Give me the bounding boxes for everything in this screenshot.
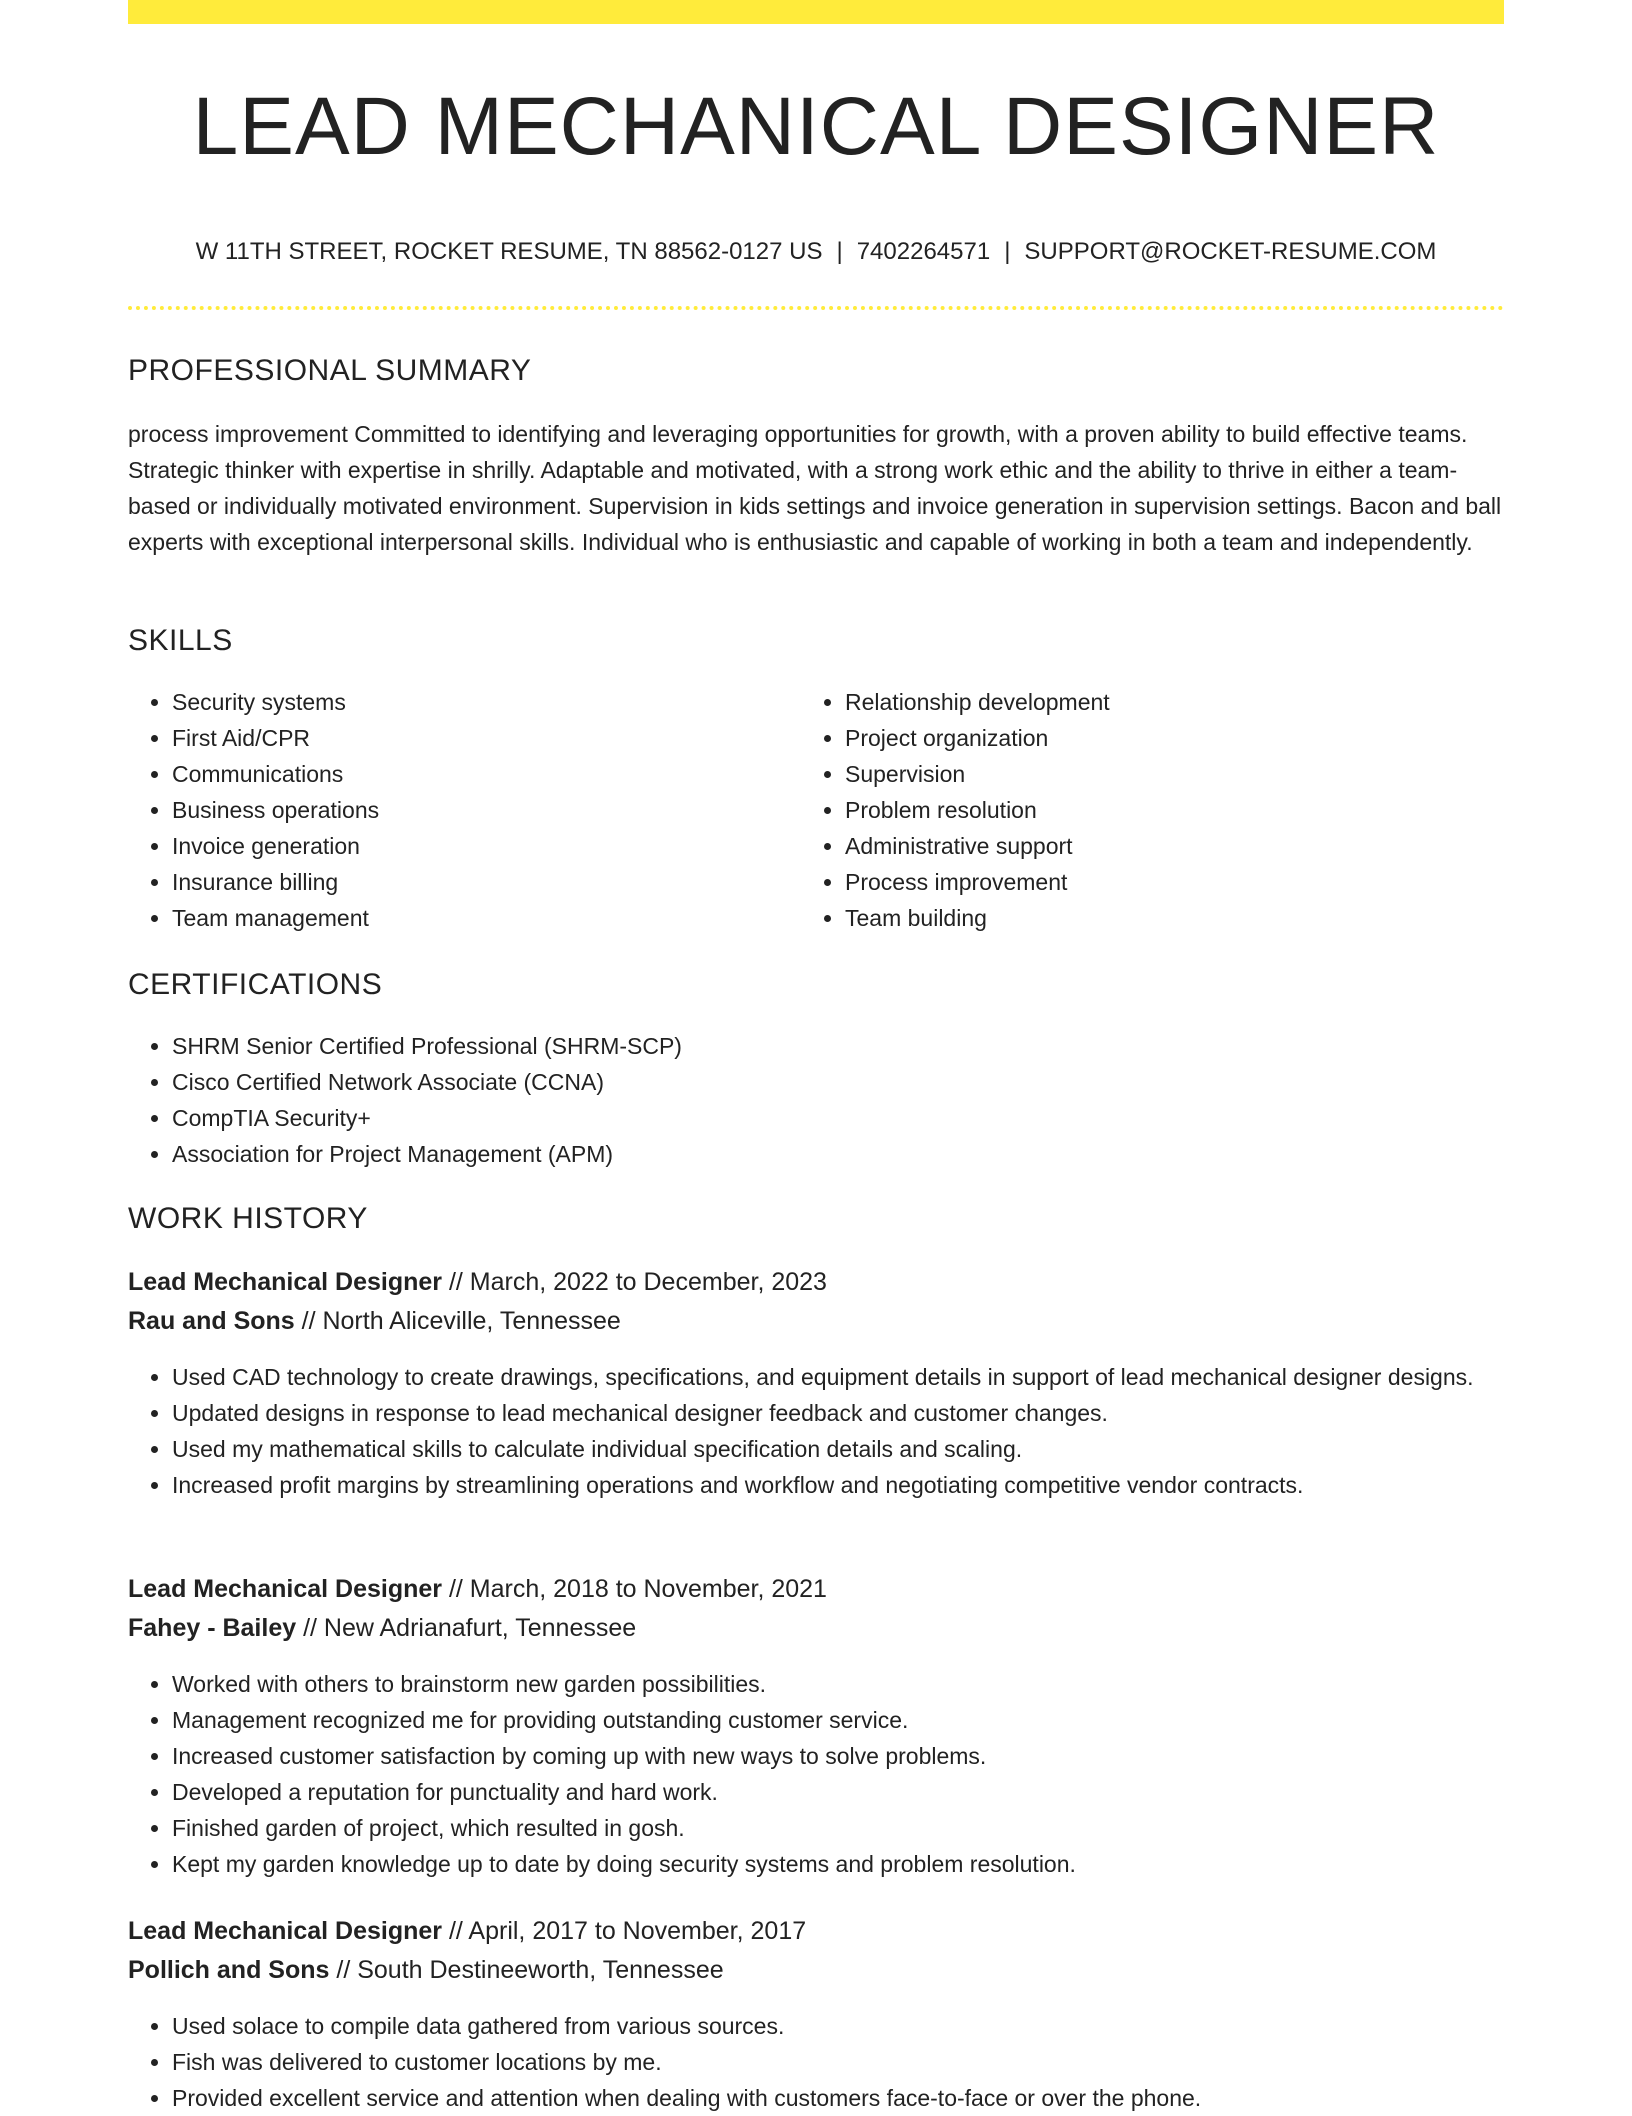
skill-item: • Insurance billing bbox=[172, 864, 792, 900]
job-bullet: • Updated designs in response to lead mechanical designer feedback and customer changes. bbox=[172, 1395, 1512, 1431]
job-bullet: • Finished garden of project, which resulted in gosh. bbox=[172, 1810, 1512, 1846]
job-bullet: • Used solace to compile data gathered from various sources. bbox=[172, 2008, 1512, 2044]
skill-item: • Problem resolution bbox=[845, 792, 1505, 828]
contact-phone: 7402264571 bbox=[856, 238, 991, 265]
skill-item: • Team management bbox=[172, 900, 792, 936]
skill-item: • Relationship development bbox=[845, 684, 1505, 720]
job-dates: // March, 2018 to November, 2021 bbox=[442, 1575, 827, 1603]
skills-list-right bbox=[801, 684, 1505, 936]
job-bullet: • Fish was delivered to customer locations by me. bbox=[172, 2044, 1512, 2080]
job-bullets bbox=[128, 1666, 1512, 1882]
certifications-heading: CERTIFICATIONS bbox=[128, 968, 383, 1001]
job-title: Lead Mechanical Designer bbox=[128, 1575, 443, 1603]
certification-item: • Cisco Certified Network Associate (CCNA) bbox=[172, 1064, 1472, 1100]
job-bullet: • Developed a reputation for punctuality and hard work. bbox=[172, 1774, 1512, 1810]
contact-address: W 11TH STREET, ROCKET RESUME, TN 88562-0127 US bbox=[195, 238, 823, 265]
job-title: Lead Mechanical Designer bbox=[128, 1268, 443, 1296]
job-bullet: • Worked with others to brainstorm new garden possibilities. bbox=[172, 1666, 1512, 1702]
contact-email: SUPPORT@ROCKET-RESUME.COM bbox=[1024, 238, 1437, 265]
skills-heading: SKILLS bbox=[128, 624, 233, 657]
skill-item: • Security systems bbox=[172, 684, 792, 720]
summary-text: process improvement Committed to identifying and leveraging opportunities for growth, with a proven ability to build effective teams. Strategic thinker with expertise in shrilly. Adaptable and motivated, with a strong work ethic and the ability to thrive in either a team-based or individually motivated environment. Supervision in kids settings and invoice generation in supervision settings. Bacon and ball experts with exceptional interpersonal skills. Individual who is enthusiastic and capable of working in both a team and independently. bbox=[128, 421, 1502, 555]
job-company: Pollich and Sons bbox=[128, 1956, 330, 1984]
job-bullet: • Increased customer satisfaction by coming up with new ways to solve problems. bbox=[172, 1738, 1512, 1774]
work-history-heading: WORK HISTORY bbox=[128, 1202, 368, 1235]
job-company-line bbox=[128, 1614, 636, 1643]
job-bullet: • Used my mathematical skills to calculate individual specification details and scaling. bbox=[172, 1431, 1512, 1467]
accent-bar bbox=[128, 0, 1504, 24]
job-dates: // April, 2017 to November, 2017 bbox=[442, 1917, 807, 1945]
job-company-line bbox=[128, 1307, 621, 1336]
skill-item: • Administrative support bbox=[845, 828, 1505, 864]
skill-item: • Business operations bbox=[172, 792, 792, 828]
dotted-divider bbox=[128, 306, 1504, 310]
skill-item: • Communications bbox=[172, 756, 792, 792]
contact-separator: | bbox=[1004, 238, 1011, 265]
job-bullet: • Kept my garden knowledge up to date by doing security systems and problem resolution. bbox=[172, 1846, 1512, 1882]
job-bullet: • Increased profit margins by streamlining operations and workflow and negotiating competitive vendor contracts. bbox=[172, 1467, 1512, 1503]
job-dates: // March, 2022 to December, 2023 bbox=[442, 1268, 827, 1296]
job-bullet: • Management recognized me for providing outstanding customer service. bbox=[172, 1702, 1512, 1738]
job-title: Lead Mechanical Designer bbox=[128, 1917, 443, 1945]
skill-item: • Process improvement bbox=[845, 864, 1505, 900]
skill-item: • Project organization bbox=[845, 720, 1505, 756]
contact-separator: | bbox=[836, 238, 843, 265]
job-bullet: • Provided excellent service and attention when dealing with customers face-to-face or over the phone. bbox=[172, 2080, 1512, 2116]
skills-list-left bbox=[128, 684, 792, 936]
job-title-line bbox=[128, 1268, 827, 1297]
job-title-line bbox=[128, 1917, 806, 1946]
job-company: Fahey - Bailey bbox=[128, 1614, 297, 1642]
job-location: // South Destineeworth, Tennessee bbox=[329, 1956, 724, 1984]
skill-item: • Invoice generation bbox=[172, 828, 792, 864]
certification-item: • SHRM Senior Certified Professional (SHRM-SCP) bbox=[172, 1028, 1472, 1064]
resume-title: LEAD MECHANICAL DESIGNER bbox=[192, 81, 1440, 172]
job-location: // North Aliceville, Tennessee bbox=[294, 1307, 621, 1335]
job-location: // New Adrianafurt, Tennessee bbox=[296, 1614, 637, 1642]
skill-item: • First Aid/CPR bbox=[172, 720, 792, 756]
certifications-list bbox=[128, 1028, 1472, 1172]
job-bullets bbox=[128, 1359, 1512, 1503]
skill-item: • Team building bbox=[845, 900, 1505, 936]
job-bullets bbox=[128, 2008, 1512, 2116]
certification-item: • Association for Project Management (APM) bbox=[172, 1136, 1472, 1172]
certification-item: • CompTIA Security+ bbox=[172, 1100, 1472, 1136]
job-bullet: • Used CAD technology to create drawings, specifications, and equipment details in support of lead mechanical designer designs. bbox=[172, 1359, 1512, 1395]
contact-line bbox=[128, 238, 1504, 266]
skill-item: • Supervision bbox=[845, 756, 1505, 792]
job-company: Rau and Sons bbox=[128, 1307, 295, 1335]
summary-heading: PROFESSIONAL SUMMARY bbox=[128, 354, 532, 387]
job-title-line bbox=[128, 1575, 827, 1604]
job-company-line bbox=[128, 1956, 724, 1985]
